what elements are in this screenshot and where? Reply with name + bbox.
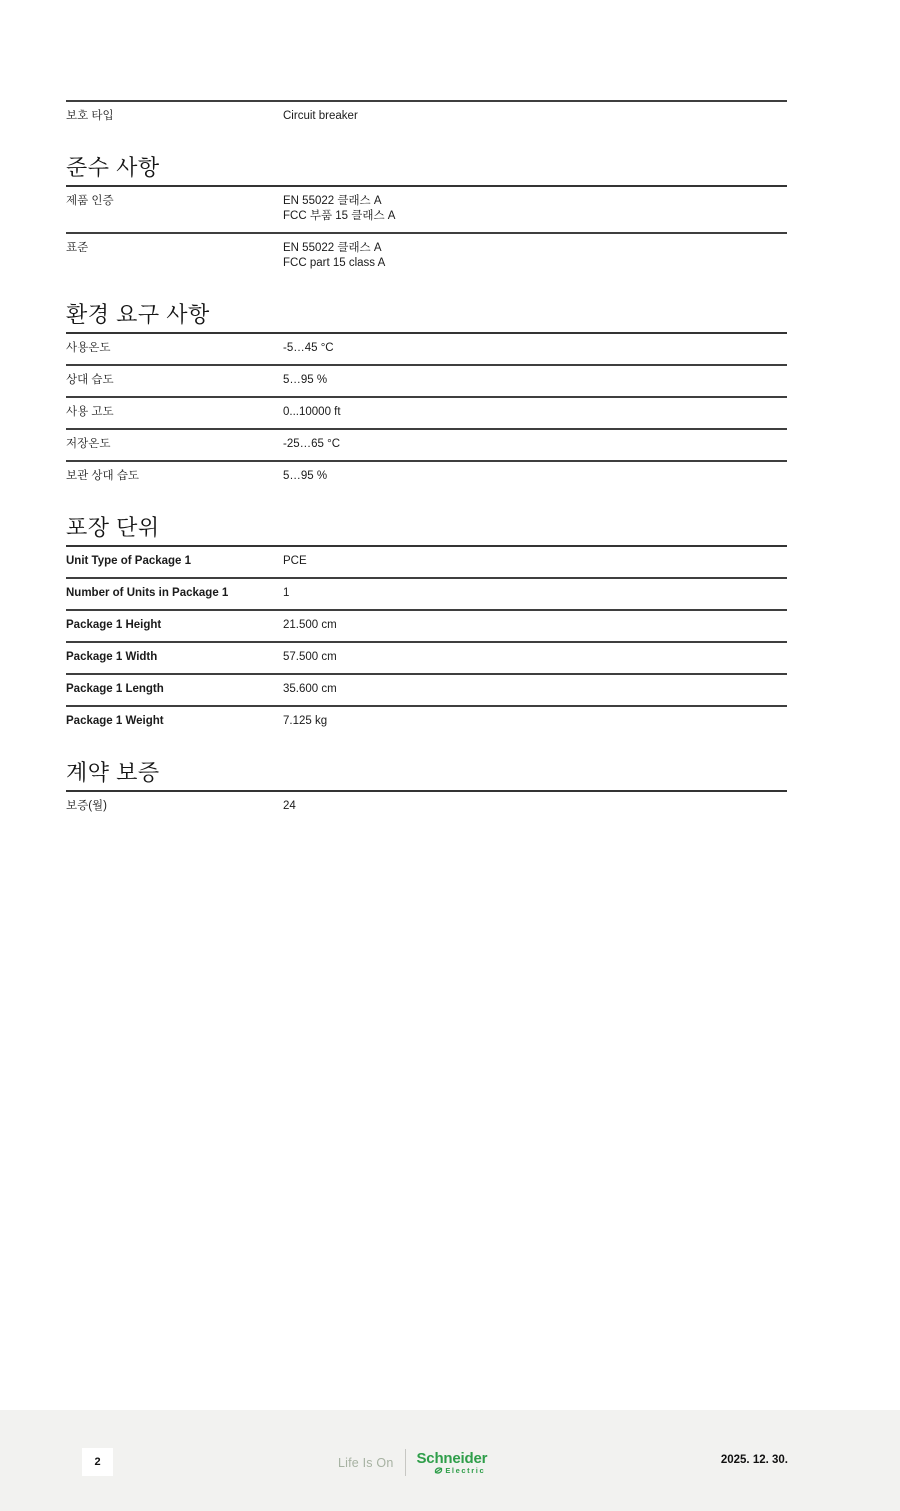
row-label: 표준 — [66, 242, 89, 254]
row-label: Package 1 Weight — [66, 715, 164, 727]
brand-subtext — [434, 1466, 485, 1475]
table-row — [66, 792, 787, 822]
row-label: Package 1 Height — [66, 619, 162, 631]
row-label: Unit Type of Package 1 — [66, 555, 192, 567]
row-value: 1 — [283, 587, 290, 599]
row-value-line: EN 55022 클래스 A — [283, 242, 382, 254]
row-label: 상대 습도 — [66, 374, 114, 386]
footer-date: 2025. 12. 30. — [720, 1454, 788, 1466]
section-heading: 준수 사항 — [66, 132, 787, 187]
row-label: 보관 상대 습도 — [66, 470, 140, 482]
table-row — [66, 577, 787, 609]
row-value: 35.600 cm — [283, 683, 337, 695]
row-value-line: FCC part 15 class A — [283, 257, 386, 269]
row-value-line: EN 55022 클래스 A — [283, 195, 382, 207]
brand-name: Schneider — [416, 1450, 488, 1467]
section-packaging — [66, 492, 787, 737]
row-label: 보증(월) — [66, 800, 107, 812]
table-row — [66, 100, 787, 132]
table-row — [66, 428, 787, 460]
row-label: 제품 인증 — [66, 195, 114, 207]
logo-divider — [405, 1449, 406, 1476]
section-warranty — [66, 737, 787, 822]
table-row — [66, 609, 787, 641]
page-footer — [0, 1410, 900, 1511]
row-value-line: FCC 부품 15 클래스 A — [283, 210, 396, 222]
brand-wordmark — [417, 1450, 488, 1475]
row-value — [283, 241, 787, 271]
table-row — [66, 232, 787, 279]
section-compliance — [66, 132, 787, 279]
row-value: 0...10000 ft — [283, 406, 341, 418]
row-value: -5…45 °C — [283, 342, 334, 354]
schneider-logo — [338, 1449, 487, 1476]
row-label: Package 1 Length — [66, 683, 164, 695]
section-heading: 포장 단위 — [66, 492, 787, 547]
section-environment — [66, 279, 787, 492]
section-heading: 계약 보증 — [66, 737, 787, 792]
page-number-badge: 2 — [82, 1448, 113, 1476]
row-value: 5…95 % — [283, 470, 328, 482]
table-row — [66, 705, 787, 737]
table-row — [66, 547, 787, 577]
row-value — [283, 194, 787, 224]
table-row — [66, 396, 787, 428]
row-value: -25…65 °C — [283, 438, 341, 450]
row-label: 사용 고도 — [66, 406, 114, 418]
table-row — [66, 673, 787, 705]
table-row — [66, 187, 787, 232]
row-value: PCE — [283, 555, 307, 567]
row-value: 57.500 cm — [283, 651, 337, 663]
table-row — [66, 364, 787, 396]
datasheet-content — [66, 100, 787, 822]
section-heading: 환경 요구 사항 — [66, 279, 787, 334]
row-label: 저장온도 — [66, 438, 111, 450]
table-row — [66, 334, 787, 364]
section-protection — [66, 100, 787, 132]
row-value: 21.500 cm — [283, 619, 337, 631]
schneider-emblem-icon — [434, 1466, 443, 1475]
row-value: 5…95 % — [283, 374, 328, 386]
row-label: 보호 타입 — [66, 110, 114, 122]
row-label: Package 1 Width — [66, 651, 158, 663]
row-label: 사용온도 — [66, 342, 111, 354]
row-value: 7.125 kg — [283, 715, 328, 727]
table-row — [66, 460, 787, 492]
row-label: Number of Units in Package 1 — [66, 587, 229, 599]
table-row — [66, 641, 787, 673]
row-value: Circuit breaker — [283, 110, 358, 122]
brand-sub-label: Electric — [445, 1466, 486, 1475]
row-value: 24 — [283, 800, 296, 812]
brand-tagline: Life Is On — [338, 1455, 394, 1470]
